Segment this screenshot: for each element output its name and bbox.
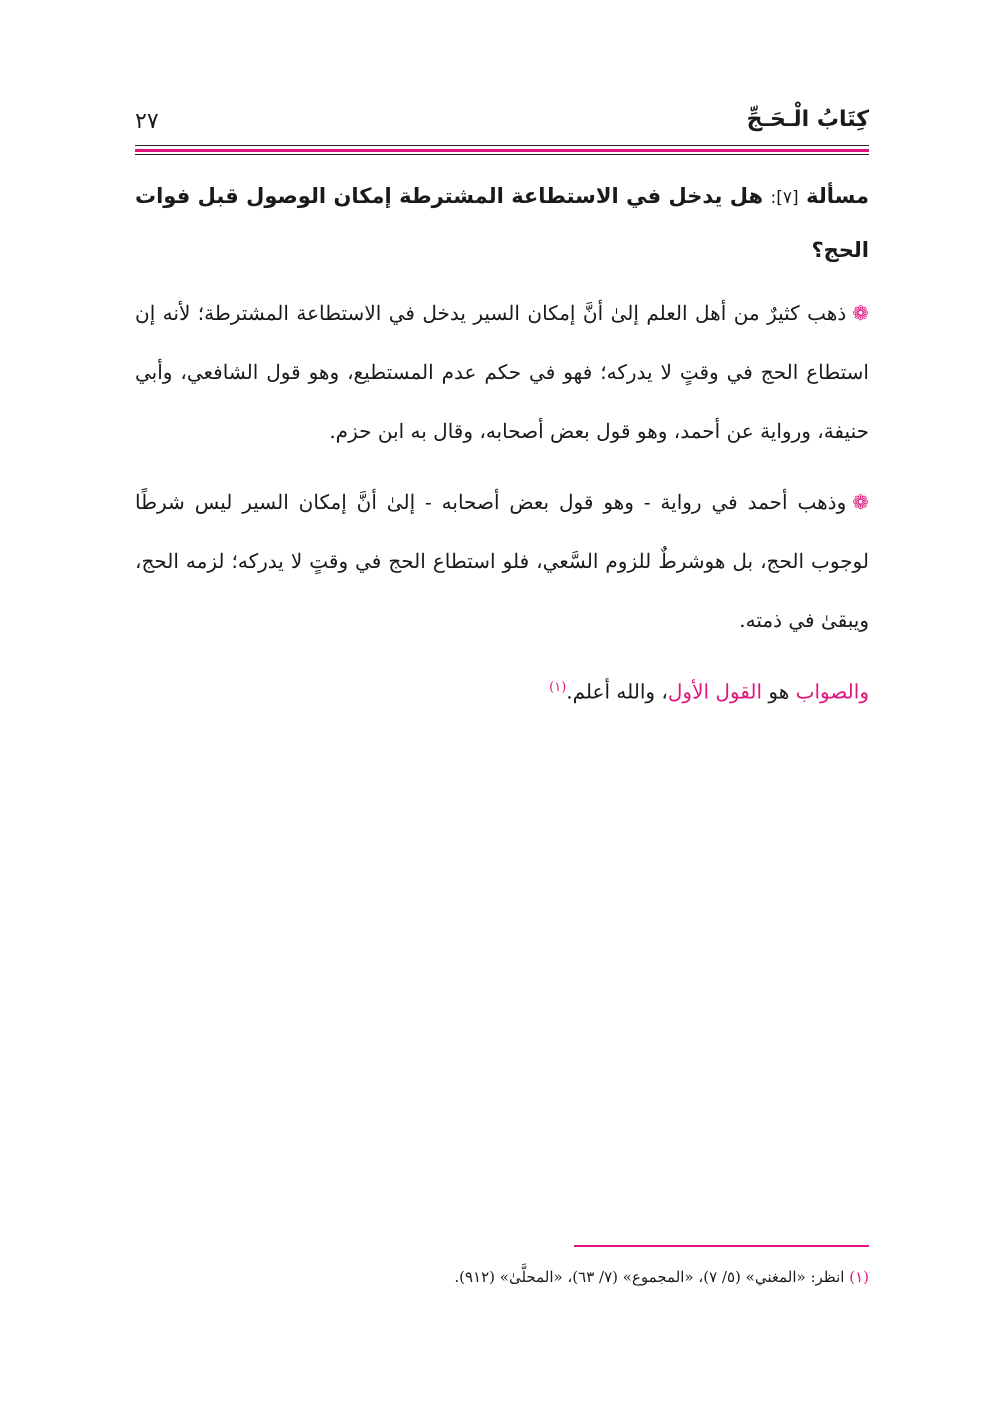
footnote-separator: [574, 1245, 869, 1247]
footnote-text: انظر: «المغني» (٥/ ٧)، «المجموع» (٧/ ٦٣)، «المحلَّىٰ» (٩١٢).: [454, 1268, 845, 1286]
page-number: ٢٧: [135, 109, 159, 134]
conclusion-lead: والصواب: [795, 679, 869, 704]
paragraph-1: [135, 284, 869, 461]
page-header: [135, 95, 869, 150]
conclusion-middle: هو: [768, 679, 790, 704]
issue-heading: [135, 170, 869, 276]
page-body: [135, 170, 869, 738]
paragraph-2-text: وذهب أحمد في رواية - وهو قول بعض أصحابه - إلىٰ أنَّ إمكان السير ليس شرطًا لوجوب الحج، بل هوشرطٌ للزوم السَّعي، فلو استطاع الحج في وقتٍ لا يدركه؛ لزمه الحج، ويبقىٰ في ذمته.: [135, 490, 869, 632]
conclusion-tail: ، والله أعلم.: [566, 679, 668, 704]
flower-bullet-icon: ❁: [852, 490, 869, 514]
header-rule-accent: [135, 149, 869, 152]
footnote-reference[interactable]: (١): [549, 680, 567, 695]
header-rule-bottom: [135, 154, 869, 155]
paragraph-2: [135, 473, 869, 650]
running-title: كِتَابُ الْـحَـجِّ: [746, 107, 869, 132]
header-rule-top: [135, 145, 869, 146]
paragraph-1-text: ذهب كثيرٌ من أهل العلم إلىٰ أنَّ إمكان السير يدخل في الاستطاعة المشترطة؛ لأنه إن استطاع الحج في وقتٍ لا يدركه؛ فهو في حكم عدم المستطيع، وهو قول الشافعي، وأبي حنيفة، ورواية عن أحمد، وهو قول بعض أصحابه، وقال به ابن حزم.: [135, 301, 869, 443]
issue-label: مسألة: [806, 184, 869, 208]
issue-number: [٧]:: [770, 188, 799, 208]
conclusion-highlight: القول الأول: [667, 679, 763, 704]
footnote-number: (١): [849, 1268, 869, 1286]
flower-bullet-icon: ❁: [852, 301, 869, 325]
footnote: [135, 1262, 869, 1292]
conclusion: [135, 662, 869, 718]
issue-question: هل يدخل في الاستطاعة المشترطة إمكان الوصول قبل فوات الحج؟: [135, 184, 869, 262]
